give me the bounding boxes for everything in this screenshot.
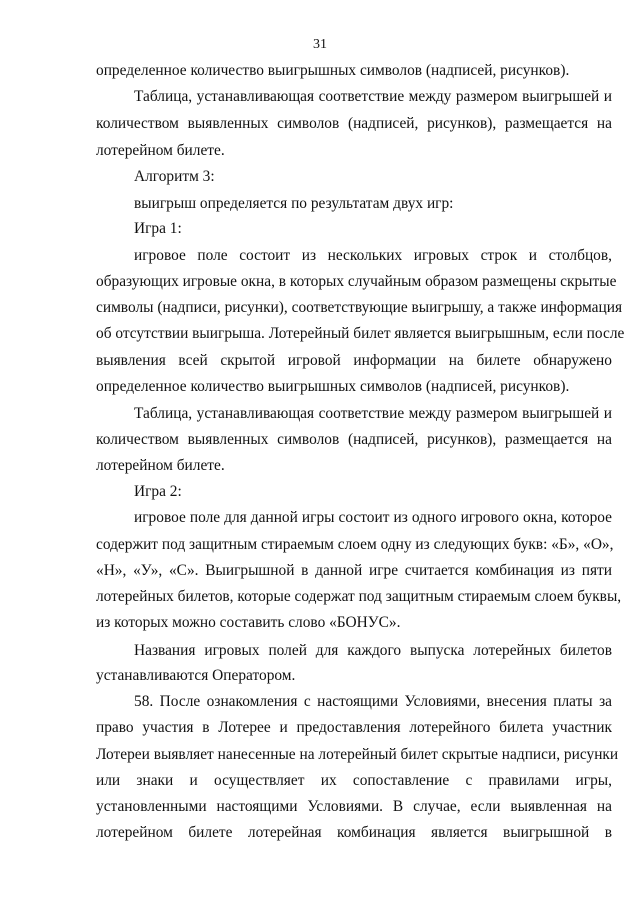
text-line: установленными настоящими Условиями. В случае, если выявленная на bbox=[96, 798, 612, 815]
paragraph-first-line: Таблица, устанавливающая соответствие между размером выигрышей и bbox=[134, 405, 612, 422]
text-line: выигрыш определяется по результатам двух игр: bbox=[134, 195, 454, 212]
paragraph-first-line: Таблица, устанавливающая соответствие между размером выигрышей и bbox=[134, 88, 612, 105]
text-line: количеством выявленных символов (надписей, рисунков), размещается на bbox=[96, 115, 612, 132]
text-line: право участия в Лотерее и предоставления лотерейного билета участник bbox=[96, 719, 612, 736]
text-line: образующих игровые окна, в которых случайным образом размещены скрытые bbox=[96, 273, 617, 290]
text-line: Лотереи выявляет нанесенные на лотерейный билет скрытые надписи, рисунки bbox=[96, 746, 619, 763]
paragraph-first-line: игровое поле для данной игры состоит из одного игрового окна, которое bbox=[134, 509, 612, 526]
text-line: об отсутствии выигрыша. Лотерейный билет является выигрышным, если после bbox=[96, 325, 625, 342]
text-line: определенное количество выигрышных символов (надписей, рисунков). bbox=[96, 378, 570, 395]
algorithm-heading: Алгоритм 3: bbox=[134, 168, 215, 185]
text-line: «Н», «У», «С». Выигрышной в данной игре считается комбинация из пяти bbox=[96, 562, 612, 579]
text-line: количеством выявленных символов (надписей, рисунков), размещается на bbox=[96, 431, 612, 448]
text-line: лотерейных билетов, которые содержат под защитным стираемым слоем буквы, bbox=[96, 588, 622, 605]
text-line: содержит под защитным стираемым слоем одну из следующих букв: «Б», «О», bbox=[96, 536, 614, 553]
game-heading: Игра 2: bbox=[134, 483, 182, 500]
text-line: определенное количество выигрышных символов (надписей, рисунков). bbox=[96, 62, 570, 79]
text-line: лотерейном билете. bbox=[96, 142, 225, 159]
page-number: 31 bbox=[313, 37, 327, 52]
text-line: выявления всей скрытой игровой информации на билете обнаружено bbox=[96, 352, 612, 369]
text-line: или знаки и осуществляет их сопоставление с правилами игры, bbox=[96, 772, 612, 789]
game-heading: Игра 1: bbox=[134, 220, 182, 237]
paragraph-first-line: 58. После ознакомления с настоящими Условиями, внесения платы за bbox=[134, 693, 612, 710]
paragraph-first-line: Названия игровых полей для каждого выпуска лотерейных билетов bbox=[134, 642, 612, 659]
text-line: устанавливаются Оператором. bbox=[96, 667, 296, 684]
text-line: лотерейном билете. bbox=[96, 457, 225, 474]
text-line: лотерейном билете лотерейная комбинация является выигрышной в bbox=[96, 824, 612, 841]
paragraph-first-line: игровое поле состоит из нескольких игровых строк и столбцов, bbox=[134, 247, 612, 264]
text-line: из которых можно составить слово «БОНУС». bbox=[96, 614, 401, 631]
text-line: символы (надписи, рисунки), соответствующие выигрышу, а также информация bbox=[96, 299, 623, 316]
